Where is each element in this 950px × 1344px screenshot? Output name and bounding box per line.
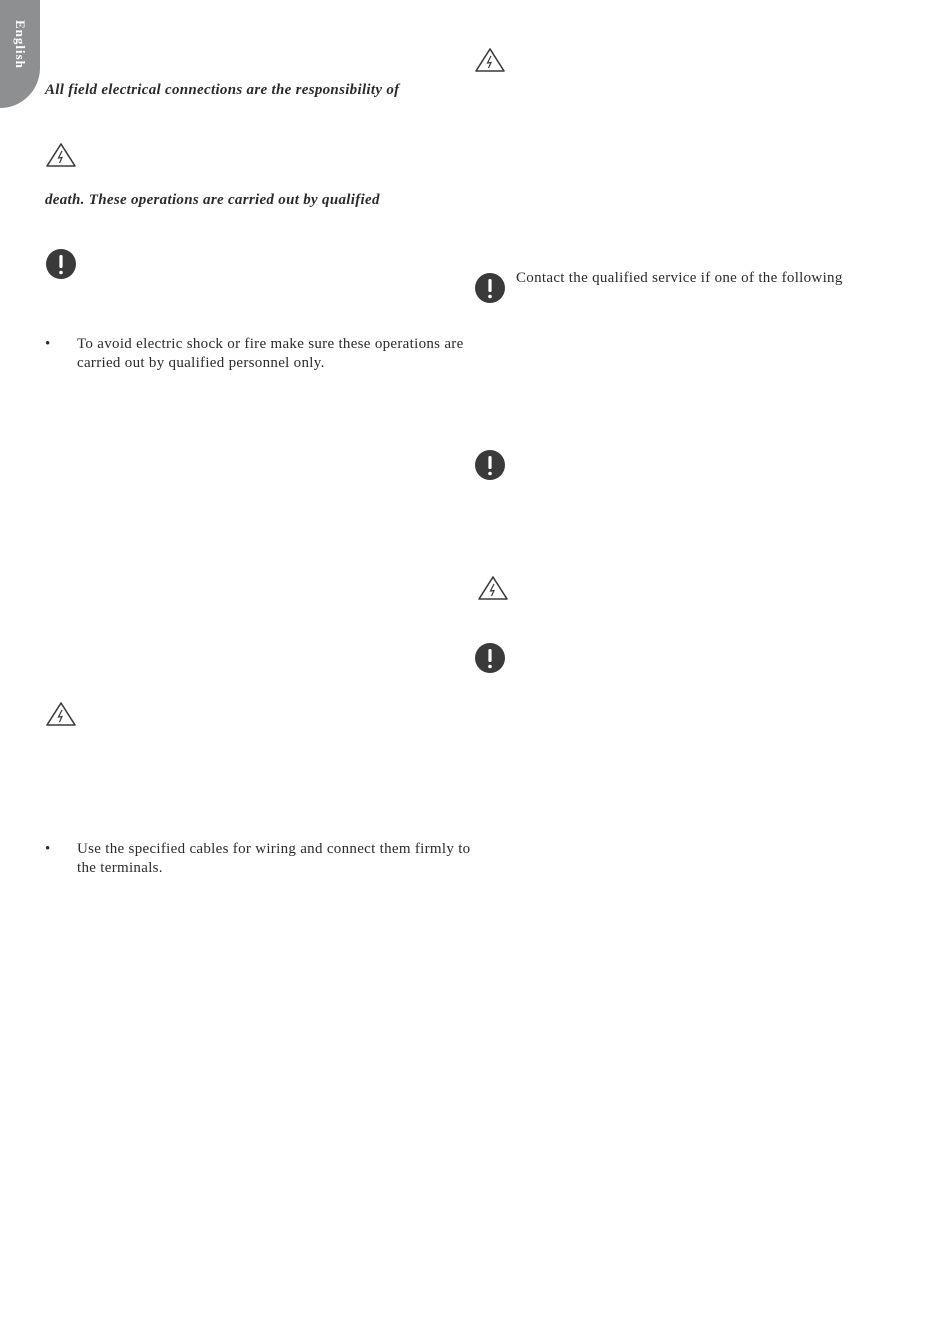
exclamation-caution-icon [45, 248, 77, 280]
bullet-text: To avoid electric shock or fire make sure these operations are carried out by qualified personnel only. [77, 336, 464, 371]
electric-shock-warning-icon [477, 575, 509, 601]
exclamation-caution-icon [474, 449, 506, 481]
bullet-dot: • [45, 841, 51, 857]
bullet-item-electric-shock [45, 335, 475, 375]
electric-shock-warning-icon [45, 701, 77, 727]
electric-shock-warning-icon [474, 47, 506, 73]
bullet-item-specified-cables [45, 840, 475, 880]
language-tab-label: English [13, 20, 28, 69]
field-connections-warning-text: All field electrical connections are the responsibility of [45, 82, 400, 98]
language-tab [0, 0, 40, 108]
bullet-dot: • [45, 336, 51, 352]
electric-shock-warning-icon [45, 142, 77, 168]
exclamation-caution-icon [474, 272, 506, 304]
qualified-operations-text: death. These operations are carried out by qualified [45, 192, 380, 208]
contact-service-text: Contact the qualified service if one of the following [516, 270, 843, 286]
exclamation-caution-icon [474, 642, 506, 674]
bullet-text: Use the specified cables for wiring and connect them firmly to the terminals. [77, 841, 471, 876]
